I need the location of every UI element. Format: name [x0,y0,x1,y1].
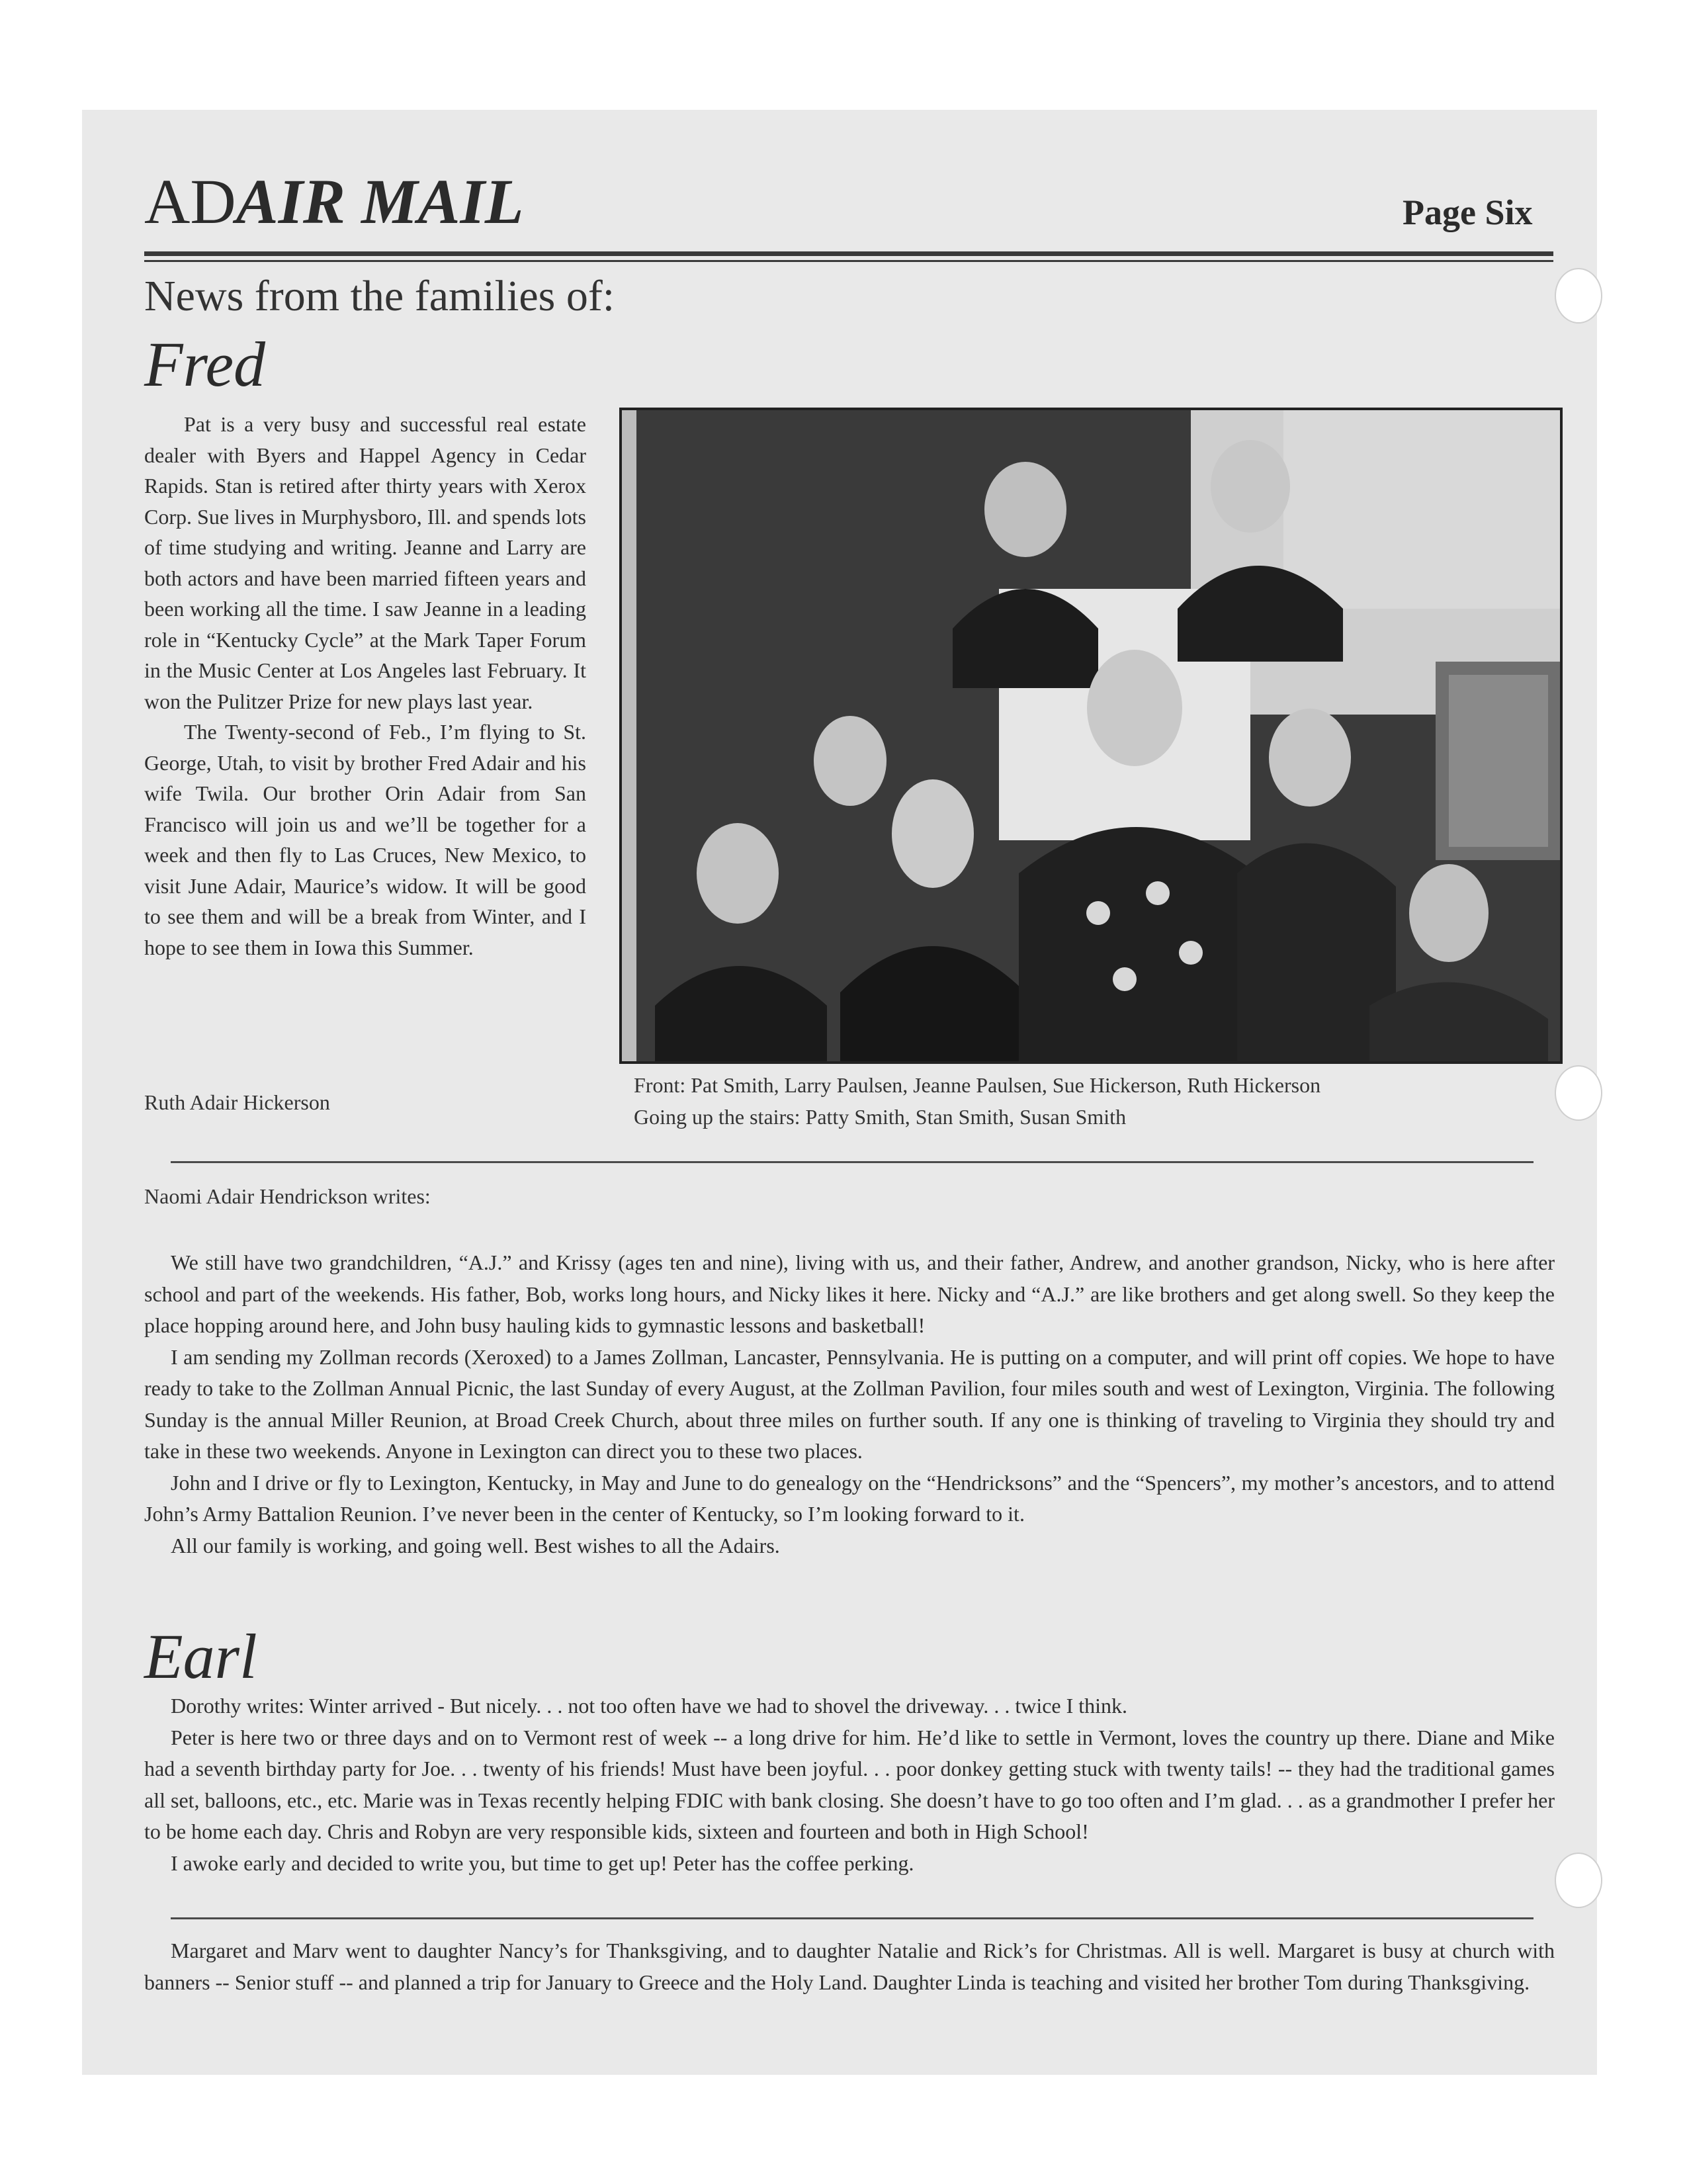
caption-line-front: Front: Pat Smith, Larry Paulsen, Jeanne Paulsen, Sue Hickerson, Ruth Hickerson [634,1073,1321,1097]
naomi-paragraph: All our family is working, and going well. Best wishes to all the Adairs. [171,1533,780,1557]
family-heading-earl: Earl [144,1621,257,1692]
family-photo-image [622,410,1560,1061]
earl-paragraph: Dorothy writes: Winter arrived - But nicely. . . not too often have we had to shovel the driveway. . . twice I think. [171,1694,1128,1718]
family-heading-fred: Fred [144,329,266,400]
naomi-paragraph: I am sending my Zollman records (Xeroxed) to a James Zollman, Lancaster, Pennsylvania. He is putting on a computer, and will print off copies. We hope to have ready to take to the Zollman Annual Picnic, the last Sunday of every August, at the Zollman Pavilion, four miles south and west of Lexington, Virginia. The following Sunday is the annual Miller Reunion, at Broad Creek Church, about three miles on further south. If any one is thinking of traveling to Virginia they should try and take in these two weekends. Anyone in Lexington can direct you to these two places. [144,1344,1555,1463]
section-divider [171,1917,1534,1919]
margaret-paragraph: Margaret and Marv went to daughter Nancy’s for Thanksgiving, and to daughter Natalie and Rick’s for Christmas. All is well. Margaret is busy at church with banners -- Senior stuff -- and planned a trip for January to Greece and the Holy Land. Daughter Linda is teaching and visited her brother Tom during Thanksgiving. [144,1939,1555,1994]
naomi-article [144,1247,1555,1561]
margaret-article [144,1935,1555,1998]
section-divider [171,1161,1534,1163]
naomi-paragraph: We still have two grandchildren, “A.J.” and Krissy (ages ten and nine), living with us, and their father, Andrew, and another grandson, Nicky, who is here after school and part of the weekends. His father, Bob, works long hours, and Nicky likes it here. Nicky and “A.J.” are like brothers and get along swell. So they keep the place hopping around here, and John busy hauling kids to gymnastic lessons and basketball! [144,1250,1555,1337]
caption-line-stairs: Going up the stairs: Patty Smith, Stan Smith, Susan Smith [634,1105,1127,1129]
photo-caption [634,1069,1320,1133]
binder-hole-middle [1555,1065,1602,1121]
binder-hole-top [1555,268,1602,324]
fred-paragraph: Pat is a very busy and successful real estate dealer with Byers and Happel Agency in Cedar Rapids. Stan is retired after thirty years with Xerox Corp. Sue lives in Murphysboro, Ill. and spends lots of time studying and writing. Jeanne and Larry are both actors and have been married fifteen years and been working all the time. I saw Jeanne in a leading role in “Kentucky Cycle” at the Mark Taper Forum in the Music Center at Los Angeles last February. It won the Pulitzer Prize for new plays last year. [144,412,586,713]
earl-paragraph: I awoke early and decided to write you, but time to get up! Peter has the coffee perking. [171,1851,914,1875]
fred-signature: Ruth Adair Hickerson [144,1090,330,1114]
naomi-intro: Naomi Adair Hendrickson writes: [144,1184,431,1208]
family-photo [619,408,1563,1064]
earl-article [144,1690,1555,1879]
masthead-title: AIR MAIL [236,166,524,237]
masthead-prefix: AD [144,166,236,237]
fred-paragraph: The Twenty-second of Feb., I’m flying to St. George, Utah, to visit by brother Fred Adair and his wife Twila. Our brother Orin Adair from San Francisco will join us and we’ll be together for a week and then fly to Las Cruces, New Mexico, to visit June Adair, Maurice’s widow. It will be good to see them and will be a break from Winter, and I hope to see them in Iowa this Summer. [144,720,586,959]
header-rule-bottom [144,260,1553,262]
newsletter-masthead [144,166,524,237]
naomi-paragraph: John and I drive or fly to Lexington, Kentucky, in May and June to do genealogy on the “Hendricksons” and the “Spencers”, my mother’s ancestors, and to attend John’s Army Battalion Reunion. I’ve never been in the center of Kentucky, so I’m looking forward to it. [144,1470,1555,1526]
fred-article [144,409,586,963]
earl-paragraph: Peter is here two or three days and on to Vermont rest of week -- a long drive for him. He’d like to settle in Vermont, loves the country up there. Diane and Mike had a seventh birthday party for Joe. . . twenty of his friends! Must have been joyful. . . poor donkey getting stuck with twenty tails! -- they had the traditional games all set, balloons, etc., etc. Marie was in Texas recently helping FDIC with bank closing. She doesn’t have to go too often and I’m glad. . . as a grandmother I prefer her to be home each day. Chris and Robyn are very responsible kids, sixteen and fourteen and both in High School! [144,1725,1555,1843]
binder-hole-bottom [1555,1853,1602,1908]
header-rule-top [144,251,1553,256]
section-heading: News from the families of: [144,272,615,320]
page-number: Page Six [1403,193,1533,232]
